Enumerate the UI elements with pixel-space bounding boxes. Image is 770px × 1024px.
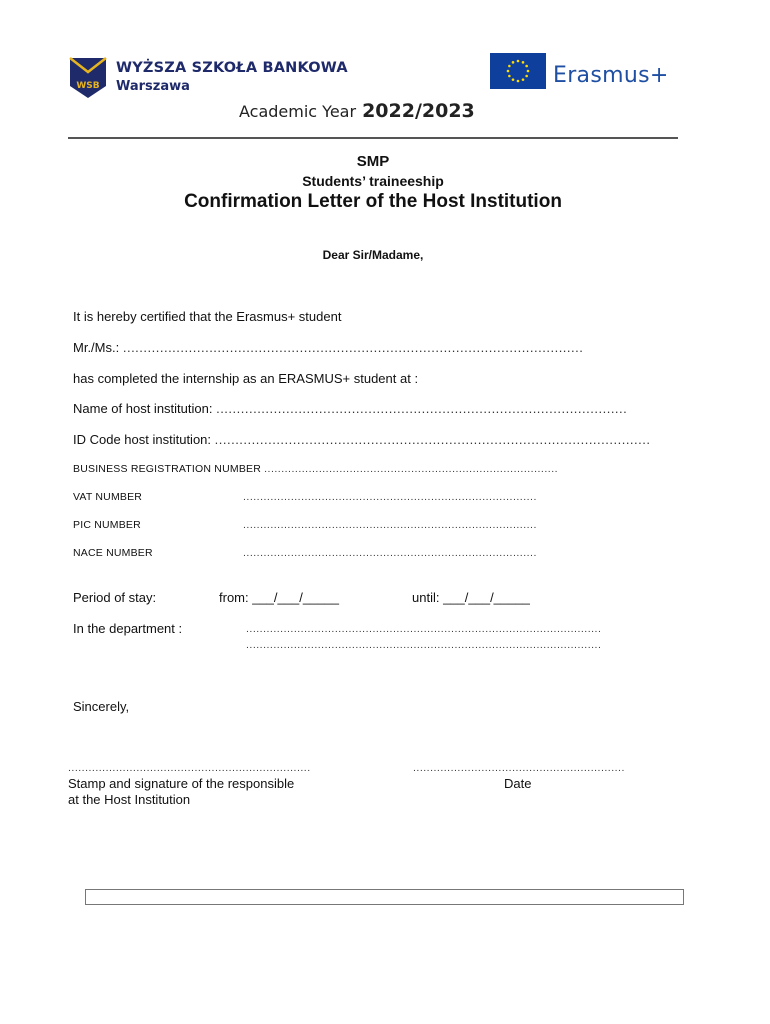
- academic-year: [239, 100, 475, 122]
- eu-star: [525, 65, 528, 68]
- id-code-field[interactable]: ..........................................................................................................: [214, 432, 651, 447]
- student-name-line: [73, 340, 583, 355]
- academic-year-value: 2022/2023: [362, 100, 475, 122]
- pic-label: PIC NUMBER: [73, 519, 141, 531]
- stamp-signature-field[interactable]: .......................................................................: [68, 762, 311, 774]
- id-code-line: [73, 432, 651, 447]
- host-name-field[interactable]: ....................................................................................................: [216, 401, 628, 416]
- title-subtitle: Students’ traineeship: [302, 173, 444, 189]
- stamp-label-line1: Stamp and signature of the responsible: [68, 776, 295, 791]
- eu-star: [527, 70, 530, 73]
- stamp-label-line2: at the Host Institution: [68, 792, 191, 807]
- certify-text: It is hereby certified that the Erasmus+ student: [73, 309, 342, 324]
- period-label: Period of stay:: [73, 590, 157, 605]
- id-code-label: ID Code host institution:: [73, 432, 215, 447]
- eu-star: [508, 75, 511, 78]
- eu-flag-icon: [490, 53, 546, 89]
- salutation: Dear Sir/Madame,: [322, 248, 424, 262]
- eu-star: [507, 70, 510, 73]
- department-field-2[interactable]: ........................................................................................................: [246, 639, 602, 651]
- eu-star: [517, 60, 520, 63]
- header-divider: [68, 137, 678, 139]
- brn-field[interactable]: ......................................................................................: [264, 463, 559, 475]
- school-name: WYŻSZA SZKOŁA BANKOWA: [116, 60, 348, 76]
- svg-text:WSB: WSB: [76, 81, 100, 91]
- academic-year-label: Academic Year: [239, 102, 357, 121]
- department-label: In the department :: [73, 621, 183, 636]
- student-name-field[interactable]: ................................................................................................................: [122, 340, 584, 355]
- brn-label: BUSINESS REGISTRATION NUMBER: [73, 463, 265, 475]
- nace-field[interactable]: ......................................................................................: [243, 547, 537, 559]
- vat-label: VAT NUMBER: [73, 491, 143, 503]
- nace-label: NACE NUMBER: [73, 547, 153, 559]
- period-from-field[interactable]: from: ___/___/_____: [219, 590, 339, 605]
- school-city: Warszawa: [116, 79, 190, 94]
- erasmus-logo-text: Erasmus+: [553, 63, 669, 88]
- brn-line: [73, 463, 558, 475]
- completed-text: has completed the internship as an ERASMUS+ student at :: [73, 371, 419, 386]
- host-name-label: Name of host institution:: [73, 401, 217, 416]
- date-field[interactable]: ..............................................................: [413, 762, 625, 774]
- department-field-1[interactable]: ........................................................................................................: [246, 623, 602, 635]
- eu-star: [525, 75, 528, 78]
- eu-star: [508, 65, 511, 68]
- page-title: Confirmation Letter of the Host Institution: [184, 191, 562, 212]
- student-name-label: Mr./Ms.:: [73, 340, 123, 355]
- eu-star: [517, 80, 520, 83]
- date-label: Date: [504, 776, 532, 791]
- eu-star: [512, 78, 515, 81]
- title-smp: SMP: [356, 153, 390, 170]
- pic-field[interactable]: ......................................................................................: [243, 519, 537, 531]
- eu-star: [522, 61, 525, 64]
- sincerely-text: Sincerely,: [73, 699, 130, 714]
- eu-star: [522, 78, 525, 81]
- footer-box: [85, 889, 684, 905]
- eu-star: [512, 61, 515, 64]
- vat-field[interactable]: ......................................................................................: [243, 491, 537, 503]
- period-until-field[interactable]: until: ___/___/_____: [412, 590, 530, 605]
- wsb-logo: [68, 56, 108, 100]
- host-name-line: [73, 401, 627, 416]
